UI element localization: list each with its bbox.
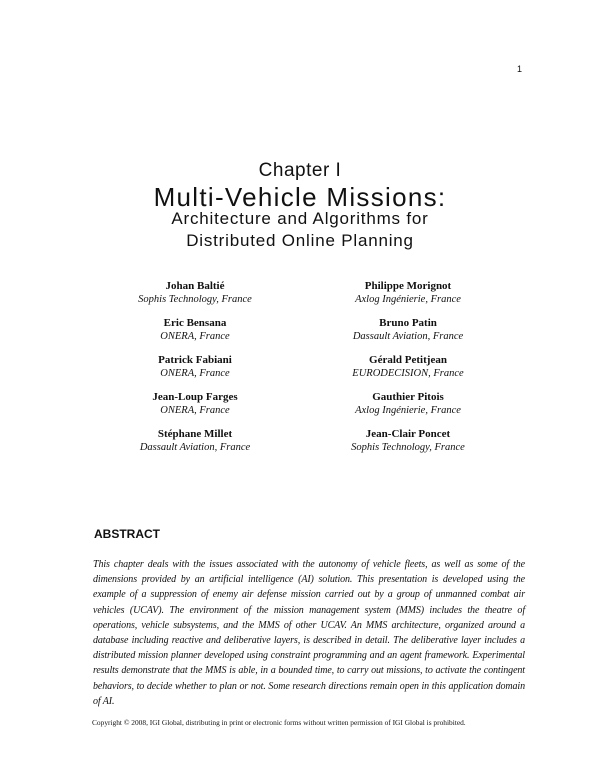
author-name: Gérald Petitjean [369,354,447,366]
author-name: Philippe Morignot [364,280,452,292]
author-block [85,390,305,417]
author-affiliation: ONERA, France [160,405,230,416]
page-number: 1 [516,64,522,74]
author-block [298,390,518,417]
author-affiliation: Sophis Technology, France [138,294,252,305]
author-name: Gauthier Pitois [372,391,444,403]
chapter-subtitle-line-1: Architecture and Algorithms for [171,209,429,228]
author-affiliation: ONERA, France [160,368,230,379]
chapter-label: Chapter I [258,160,342,181]
author-name: Patrick Fabiani [158,354,232,366]
author-block [298,316,518,343]
chapter-subtitle-line-2: Distributed Online Planning [186,231,414,250]
author-name: Bruno Patin [379,317,437,329]
author-affiliation: Axlog Ingénierie, France [355,405,461,416]
author-name: Stéphane Millet [157,428,233,440]
copyright-notice: Copyright © 2008, IGI Global, distributing in print or electronic forms without written permission of IGI Global is prohibited. [92,718,466,727]
author-affiliation: Sophis Technology, France [351,442,465,453]
author-block [298,353,518,380]
author-name: Johan Baltié [165,280,225,292]
author-affiliation: EURODECISION, France [352,368,464,379]
abstract-body: This chapter deals with the issues associated with the autonomy of vehicle fleets, as well as some of the dimensions provided by an artificial intelligence (AI) solution. This presentation is developed using the example of a suppression of enemy air defense mission carried out by a group of unmanned combat air vehicles (UCAV). The environment of the mission management system (MMS) includes the theatre of operations, vehicle subsystems, and the MMS of other UCAV. An MMS architecture, organized around a database including reactive and deliberative layers, is described in detail. The deliberative layer includes a distributed mission planner developed using constraint programming and an agent framework. Experimental results demonstrate that the MMS is able, in a bounded time, to carry out missions, to activate the contingent behaviors, to decide whether to plan or not. Some research directions remain open in this application domain of AI. [93,559,525,707]
author-affiliation: Dassault Aviation, France [139,442,251,453]
author-affiliation: Dassault Aviation, France [352,331,464,342]
abstract-heading: ABSTRACT [94,527,160,541]
author-name: Jean-Loup Farges [152,391,238,403]
author-block [298,279,518,306]
chapter-title: Multi-Vehicle Missions: [153,182,447,212]
author-name: Eric Bensana [163,317,227,329]
author-block [85,427,305,454]
author-name: Jean-Clair Poncet [365,428,451,440]
author-block [85,316,305,343]
author-affiliation: ONERA, France [160,331,230,342]
author-affiliation: Axlog Ingénierie, France [355,294,461,305]
author-block [298,427,518,454]
author-block [85,279,305,306]
author-block [85,353,305,380]
